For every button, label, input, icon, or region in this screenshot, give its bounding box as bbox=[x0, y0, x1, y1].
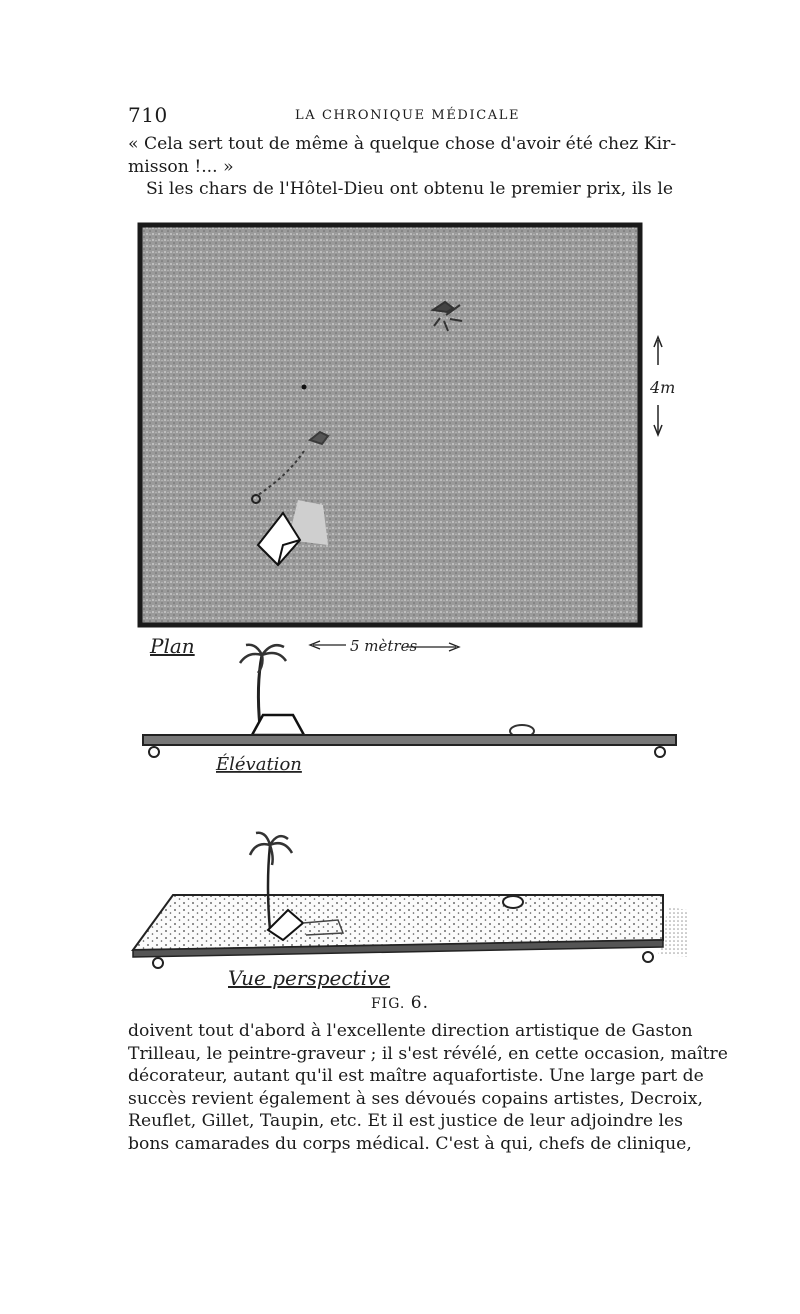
plan-label: Plan bbox=[150, 634, 195, 658]
text-line: décorateur, autant qu'il est maître aquafortiste. Une large part de bbox=[128, 1066, 704, 1086]
dimension-label-horizontal: 5 mètres bbox=[350, 637, 418, 655]
page-number: 710 bbox=[128, 103, 168, 127]
plan-view bbox=[140, 225, 675, 625]
text-line: misson !... » bbox=[128, 156, 234, 177]
figure-caption bbox=[0, 993, 800, 1013]
caption-prefix: FIG. bbox=[370, 996, 406, 1012]
text-line: bons camarades du corps médical. C'est à qui, chefs de clinique, bbox=[128, 1133, 692, 1154]
figure-drawing bbox=[128, 215, 688, 995]
text-line: succès revient également à ses dévoués copains artistes, Decroix, bbox=[128, 1088, 703, 1109]
text-line: Si les chars de l'Hôtel-Dieu ont obtenu le premier prix, ils le bbox=[146, 179, 673, 199]
text-line: doivent tout d'abord à l'excellente direction artistique de Gaston bbox=[128, 1021, 693, 1041]
elevation-view bbox=[143, 645, 676, 757]
figure-6 bbox=[128, 215, 688, 995]
text-line: Reuflet, Gillet, Taupin, etc. Et il est justice de leur adjoindre les bbox=[128, 1111, 683, 1131]
text-line: « Cela sert tout de même à quelque chose d'avoir été chez Kir- bbox=[128, 134, 677, 154]
dimension-label-vertical: 4m bbox=[650, 378, 676, 397]
dot-marker bbox=[302, 385, 307, 390]
running-head: LA CHRONIQUE MÉDICALE bbox=[295, 108, 521, 123]
perspective-view bbox=[133, 833, 688, 968]
text-line: Trilleau, le peintre-graveur ; il s'est révélé, en cette occasion, maître bbox=[128, 1043, 728, 1064]
top-paragraph bbox=[128, 133, 677, 201]
elevation-label: Élévation bbox=[216, 754, 302, 775]
perspective-label: Vue perspective bbox=[228, 966, 391, 990]
caption-number: 6. bbox=[410, 993, 430, 1013]
bottom-paragraph bbox=[128, 1020, 728, 1155]
